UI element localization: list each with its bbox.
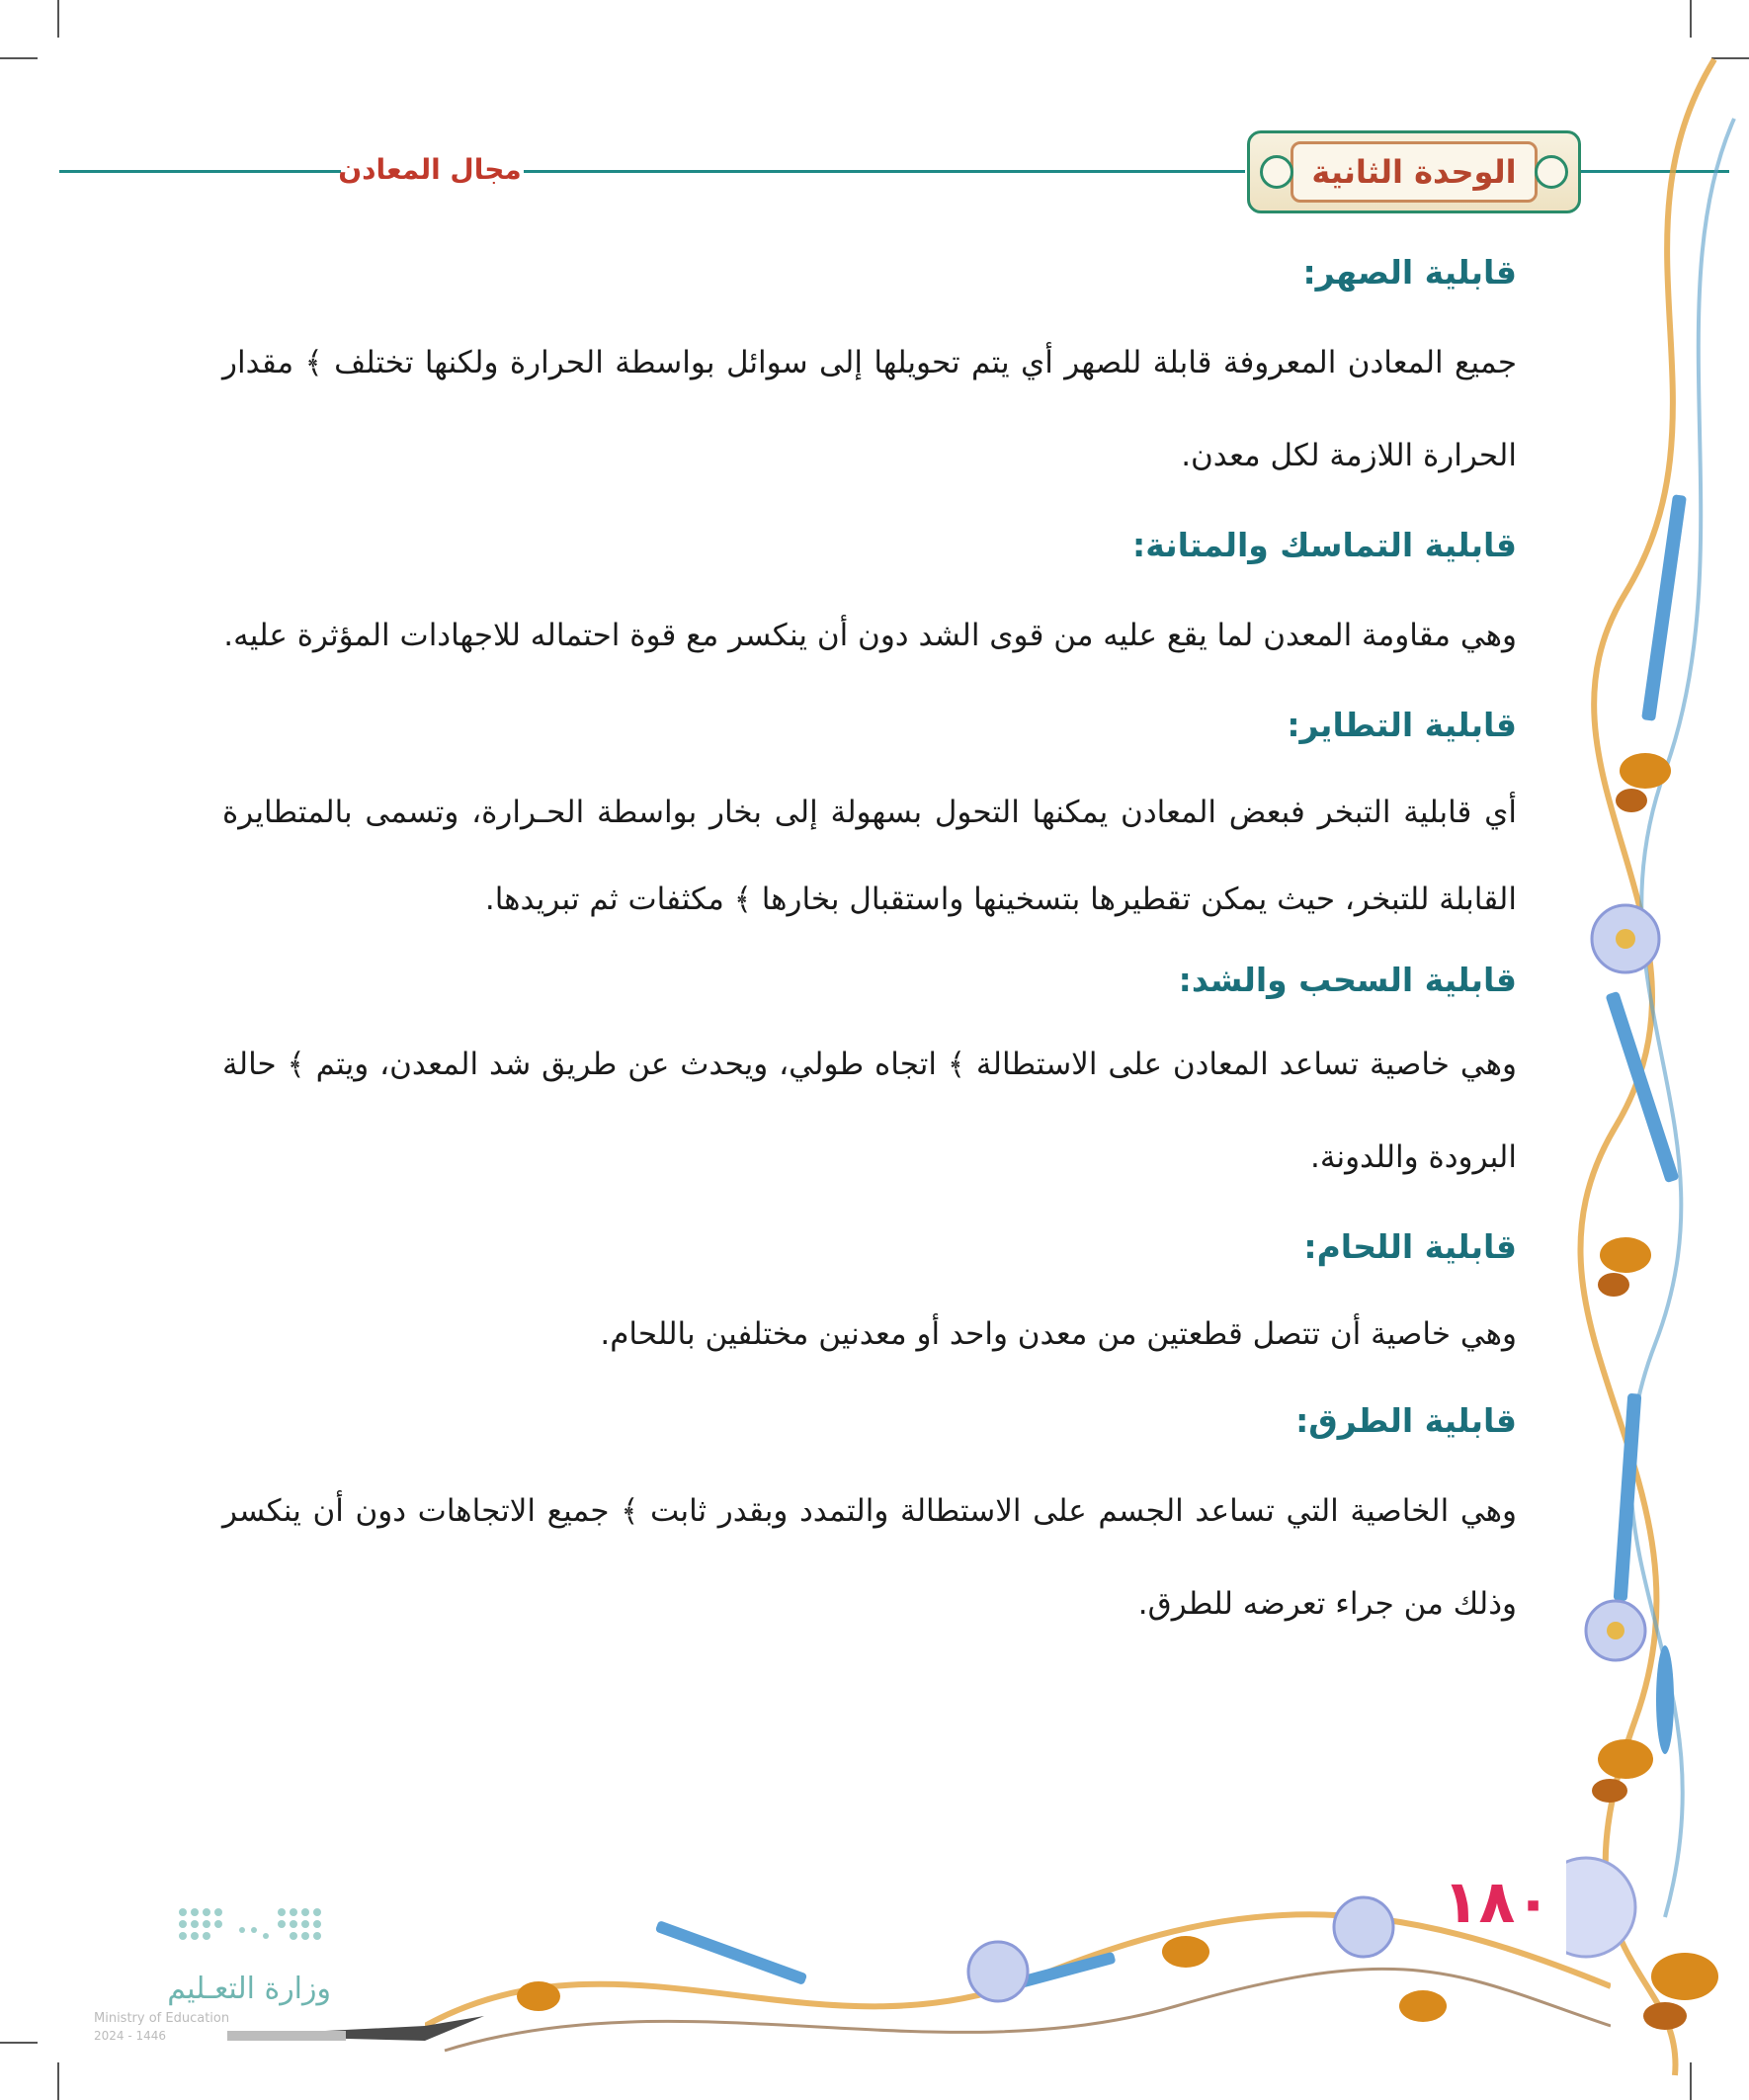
section-welding: [222, 1204, 1517, 1378]
ministry-logo: [94, 1902, 331, 2051]
unit-title: الوحدة الثانية: [1291, 141, 1538, 203]
section-heading: قابلية السحب والشد:: [1178, 961, 1517, 999]
pencil-icon: [1614, 1393, 1642, 1601]
crop-mark: [57, 0, 59, 38]
vine-swirl: [1630, 119, 1734, 1917]
flower-icon: [1586, 1601, 1645, 1660]
flower-icon: [1592, 905, 1659, 972]
section-paragraph: وهي خاصية تساعد المعادن على الاستطالة ﴾ اتجاه طولي، ويحدث عن طريق شد المعدن، ويتم ﴾ حالة البرودة واللدونة.: [222, 1047, 1517, 1175]
crop-mark: [57, 2062, 59, 2100]
section-paragraph: أي قابلية التبخر فبعض المعادن يمكنها التحول بسهولة إلى بخار بواسطة الحـرارة، وتسمى بالمتطايرة القابلة للتبخر، حيث يمكن تقطيرها بتسخينها واستقبال بخارها ﴾ مكثفات ثم تبريدها.: [222, 795, 1517, 917]
butterfly-icon: [1616, 753, 1671, 812]
section-paragraph: وهي خاصية أن تتصل قطعتين من معدن واحد أو معدنين مختلفين باللحام.: [600, 1316, 1517, 1352]
butterfly-icon: [1598, 1237, 1651, 1297]
page-number: ١٨٠: [1443, 1868, 1551, 1937]
header-rule: [59, 170, 341, 173]
ornament-icon: [1535, 155, 1568, 189]
crop-mark: [1690, 0, 1692, 38]
ornament-icon: [1260, 155, 1293, 189]
section-heading: قابلية الصهر:: [1302, 253, 1517, 292]
butterfly-icon: [517, 1981, 560, 2011]
pencil-icon: [1641, 494, 1687, 721]
section-heading: قابلية التطاير:: [1287, 706, 1517, 744]
section-malleability: [222, 1378, 1517, 1650]
butterfly-icon: [1592, 1739, 1653, 1803]
field-title: مجال المعادن: [338, 153, 522, 186]
crop-mark: [0, 57, 38, 59]
section-paragraph: وهي الخاصية التي تساعد الجسم على الاستطالة والتمدد وبقدر ثابت ﴾ جميع الاتجاهات دون أن ينكسر وذلك من جراء تعرضه للطرق.: [222, 1493, 1517, 1622]
ministry-dots-icon: [173, 1902, 331, 1952]
vine-swirl: [1580, 59, 1714, 2075]
butterfly-icon: [1399, 1990, 1447, 2022]
flower-icon: [1334, 1897, 1393, 1957]
crop-mark: [0, 2042, 38, 2044]
main-content: [222, 229, 1517, 1650]
ministry-name-en: Ministry of Education: [94, 2011, 230, 2026]
section-volatility: [222, 682, 1517, 943]
header-rule: [524, 170, 1245, 173]
pencil-icon: [655, 1920, 807, 1985]
butterfly-icon: [1162, 1936, 1209, 1968]
section-heading: قابلية التماسك والمتانة:: [1132, 526, 1517, 564]
ministry-year: 2024 - 1446: [94, 2029, 167, 2043]
section-ductility: [222, 943, 1517, 1204]
section-paragraph: وهي مقاومة المعدن لما يقع عليه من قوى الشد دون أن ينكسر مع قوة احتماله للاجهادات المؤثرة عليه.: [223, 618, 1517, 653]
section-melting: [222, 229, 1517, 502]
section-heading: قابلية الطرق:: [1295, 1401, 1517, 1440]
flower-icon: [968, 1942, 1028, 2001]
unit-badge: [1247, 130, 1581, 213]
section-cohesion: [222, 502, 1517, 682]
pencil-icon: [1656, 1645, 1674, 1754]
ministry-name-ar: وزارة التعـليم: [167, 1972, 331, 2006]
butterfly-icon: [1643, 1953, 1718, 2030]
decorative-border: [1566, 40, 1749, 2095]
section-heading: قابلية اللحام:: [1303, 1227, 1517, 1266]
section-paragraph: جميع المعادن المعروفة قابلة للصهر أي يتم تحويلها إلى سوائل بواسطة الحرارة ولكنها تختلف ﴾ مقدار الحرارة اللازمة لكل معدن.: [222, 345, 1517, 473]
